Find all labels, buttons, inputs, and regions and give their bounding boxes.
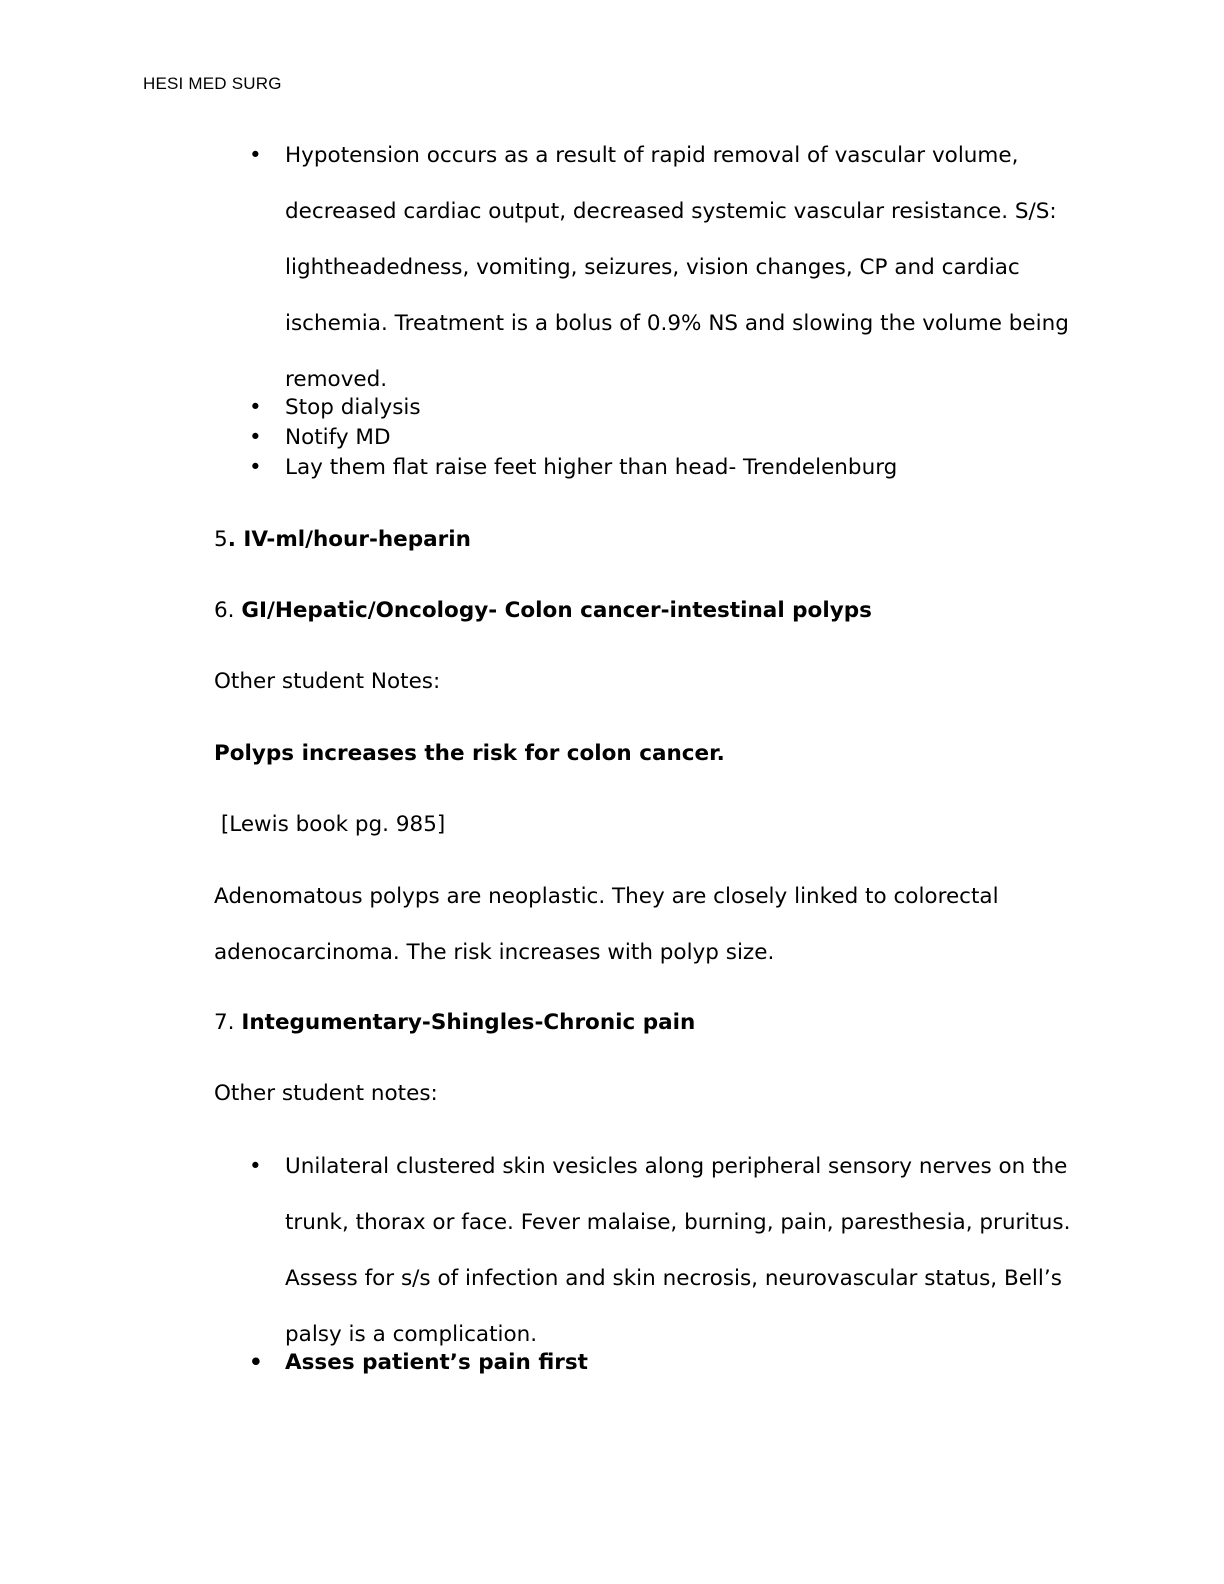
item-6-notes-label: Other student Notes: [214,669,441,694]
item-6-paragraph: Adenomatous polyps are neoplastic. They are closely linked to colorectal adenocarcinoma. The risk increases with polyp size. [214,884,999,965]
item-5-heading [214,527,471,552]
list-item: • Lay them flat raise feet higher than head- Trendelenburg [245,453,1125,483]
item-7-heading [214,1010,695,1035]
list-item: • Stop dialysis [245,393,1125,423]
hypotension-action-list [245,393,1125,483]
item-7-key-list [245,1348,1125,1378]
list-item: • Notify MD [245,423,1125,453]
item-6-reference: [Lewis book pg. 985] [214,812,446,837]
item-7-number: 7. [214,1010,242,1035]
item-7-notes-label: Other student notes: [214,1081,438,1106]
item-7-title: Integumentary-Shingles-Chronic pain [241,1010,696,1035]
item-6-key-point: Polyps increases the risk for colon cancer. [214,741,725,766]
item-7-key-bullet: • Asses patient’s pain first [245,1348,1125,1378]
item-5-title: . IV-ml/hour-heparin [227,527,471,552]
running-header: HESI MED SURG [143,74,282,93]
item-6-title: GI/Hepatic/Oncology- Colon cancer-intestinal polyps [241,598,872,623]
item-7-bullet-list [245,1139,1125,1363]
item-6-number: 6. [214,598,242,623]
item-7-paragraph: • Unilateral clustered skin vesicles along peripheral sensory nerves on the trunk, thorax or face. Fever malaise, burning, pain, paresthesia, pruritus. Assess for s/s of infection and skin necrosis, neurovascular status, Bell’s palsy is a complication. [245,1139,1125,1363]
item-5-number: 5 [214,527,228,552]
hypotension-paragraph: • Hypotension occurs as a result of rapid removal of vascular volume, decreased cardiac output, decreased systemic vascular resistance. S/S: lightheadedness, vomiting, seizures, vision changes, CP and cardiac ischemia. Treatment is a bolus of 0.9% NS and slowing the volume being removed. [245,128,1125,408]
hypotension-bullet-list [245,128,1125,408]
item-6-heading [214,598,872,623]
